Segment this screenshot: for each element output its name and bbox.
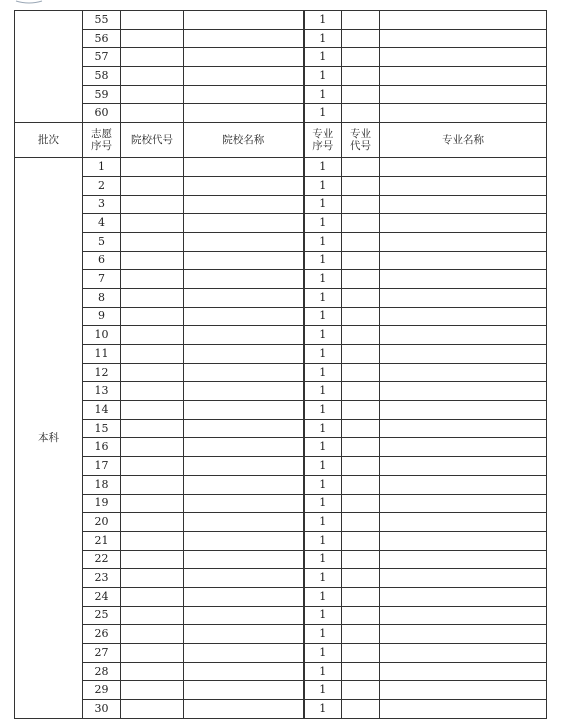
major-name-cell[interactable] (380, 569, 547, 588)
major-code-cell[interactable] (342, 457, 380, 476)
choice-seq-cell: 58 (83, 67, 121, 86)
choice-seq-cell: 25 (83, 606, 121, 625)
major-code-cell[interactable] (342, 345, 380, 364)
major-seq-cell: 1 (304, 29, 342, 48)
choice-seq-cell: 16 (83, 438, 121, 457)
school-code-cell[interactable] (121, 606, 184, 625)
form-row (15, 382, 547, 401)
school-code-cell[interactable] (121, 158, 184, 177)
form-row (15, 587, 547, 606)
header-school-name: 院校名称 (184, 123, 304, 158)
form-row (15, 29, 547, 48)
major-name-cell[interactable] (380, 214, 547, 233)
choice-seq-cell: 8 (83, 288, 121, 307)
header-major-seq: 专业 序号 (304, 123, 342, 158)
school-code-cell[interactable] (121, 48, 184, 67)
choice-seq-cell: 10 (83, 326, 121, 345)
school-code-cell[interactable] (121, 587, 184, 606)
major-code-cell[interactable] (342, 644, 380, 663)
batch-cell: 本科 (15, 158, 83, 719)
major-seq-cell: 1 (304, 662, 342, 681)
major-code-cell[interactable] (342, 363, 380, 382)
school-name-cell[interactable] (184, 67, 304, 86)
form-row (15, 606, 547, 625)
choice-seq-cell: 14 (83, 401, 121, 420)
choice-seq-cell: 55 (83, 11, 121, 30)
school-code-cell[interactable] (121, 700, 184, 719)
major-code-cell[interactable] (342, 232, 380, 251)
school-name-cell[interactable] (184, 48, 304, 67)
major-seq-cell: 1 (304, 681, 342, 700)
choice-seq-cell: 23 (83, 569, 121, 588)
major-seq-cell: 1 (304, 494, 342, 513)
school-code-cell[interactable] (121, 326, 184, 345)
school-code-cell[interactable] (121, 345, 184, 364)
major-name-cell[interactable] (380, 288, 547, 307)
school-code-cell[interactable] (121, 644, 184, 663)
major-seq-cell: 1 (304, 85, 342, 104)
major-code-cell[interactable] (342, 176, 380, 195)
major-code-cell[interactable] (342, 475, 380, 494)
major-seq-cell: 1 (304, 176, 342, 195)
form-row (15, 457, 547, 476)
major-seq-cell: 1 (304, 513, 342, 532)
major-code-cell[interactable] (342, 214, 380, 233)
major-seq-cell: 1 (304, 625, 342, 644)
major-name-cell[interactable] (380, 662, 547, 681)
major-code-cell[interactable] (342, 29, 380, 48)
major-code-cell[interactable] (342, 513, 380, 532)
form-row (15, 569, 547, 588)
major-name-cell[interactable] (380, 345, 547, 364)
school-code-cell[interactable] (121, 681, 184, 700)
major-seq-cell: 1 (304, 401, 342, 420)
school-code-cell[interactable] (121, 29, 184, 48)
major-name-cell[interactable] (380, 307, 547, 326)
scan-mark-icon (14, 0, 44, 5)
major-name-cell[interactable] (380, 644, 547, 663)
school-code-cell[interactable] (121, 625, 184, 644)
school-code-cell[interactable] (121, 104, 184, 123)
school-code-cell[interactable] (121, 176, 184, 195)
school-code-cell[interactable] (121, 438, 184, 457)
form-row (15, 104, 547, 123)
choice-seq-cell: 11 (83, 345, 121, 364)
major-name-cell[interactable] (380, 29, 547, 48)
school-name-cell[interactable] (184, 11, 304, 30)
choice-seq-cell: 56 (83, 29, 121, 48)
major-code-cell[interactable] (342, 662, 380, 681)
header-major-code: 专业 代号 (342, 123, 380, 158)
major-seq-cell: 1 (304, 158, 342, 177)
school-name-cell[interactable] (184, 475, 304, 494)
form-row (15, 307, 547, 326)
major-seq-cell: 1 (304, 11, 342, 30)
major-code-cell[interactable] (342, 382, 380, 401)
major-name-cell[interactable] (380, 438, 547, 457)
school-name-cell[interactable] (184, 251, 304, 270)
school-code-cell[interactable] (121, 251, 184, 270)
major-seq-cell: 1 (304, 195, 342, 214)
major-seq-cell: 1 (304, 606, 342, 625)
school-name-cell[interactable] (184, 606, 304, 625)
major-name-cell[interactable] (380, 401, 547, 420)
school-code-cell[interactable] (121, 419, 184, 438)
major-seq-cell: 1 (304, 382, 342, 401)
form-row (15, 11, 547, 30)
choice-seq-cell: 12 (83, 363, 121, 382)
major-seq-cell: 1 (304, 307, 342, 326)
major-code-cell[interactable] (342, 587, 380, 606)
form-row (15, 419, 547, 438)
major-code-cell[interactable] (342, 11, 380, 30)
school-name-cell[interactable] (184, 214, 304, 233)
major-seq-cell: 1 (304, 270, 342, 289)
choice-seq-cell: 9 (83, 307, 121, 326)
major-name-cell[interactable] (380, 700, 547, 719)
major-code-cell[interactable] (342, 700, 380, 719)
form-row (15, 48, 547, 67)
school-code-cell[interactable] (121, 494, 184, 513)
major-seq-cell: 1 (304, 104, 342, 123)
form-row (15, 401, 547, 420)
major-name-cell[interactable] (380, 11, 547, 30)
choice-seq-cell: 17 (83, 457, 121, 476)
school-name-cell[interactable] (184, 270, 304, 289)
choice-seq-cell: 21 (83, 531, 121, 550)
major-code-cell[interactable] (342, 326, 380, 345)
school-name-cell[interactable] (184, 158, 304, 177)
school-name-cell[interactable] (184, 569, 304, 588)
form-row (15, 531, 547, 550)
school-code-cell[interactable] (121, 475, 184, 494)
choice-seq-cell: 60 (83, 104, 121, 123)
choice-seq-cell: 30 (83, 700, 121, 719)
major-name-cell[interactable] (380, 85, 547, 104)
major-name-cell[interactable] (380, 494, 547, 513)
major-name-cell[interactable] (380, 550, 547, 569)
major-code-cell[interactable] (342, 67, 380, 86)
school-name-cell[interactable] (184, 513, 304, 532)
choice-seq-cell: 27 (83, 644, 121, 663)
form-row (15, 550, 547, 569)
choice-seq-cell: 19 (83, 494, 121, 513)
school-code-cell[interactable] (121, 550, 184, 569)
major-name-cell[interactable] (380, 176, 547, 195)
major-seq-cell: 1 (304, 214, 342, 233)
choice-seq-cell: 1 (83, 158, 121, 177)
major-seq-cell: 1 (304, 363, 342, 382)
choice-seq-cell: 22 (83, 550, 121, 569)
school-code-cell[interactable] (121, 195, 184, 214)
form-row (15, 345, 547, 364)
school-code-cell[interactable] (121, 85, 184, 104)
header-choice-seq: 志愿 序号 (83, 123, 121, 158)
school-name-cell[interactable] (184, 700, 304, 719)
school-name-cell[interactable] (184, 326, 304, 345)
school-code-cell[interactable] (121, 513, 184, 532)
school-code-cell[interactable] (121, 232, 184, 251)
choice-seq-cell: 18 (83, 475, 121, 494)
form-row (15, 700, 547, 719)
choice-seq-cell: 7 (83, 270, 121, 289)
major-seq-cell: 1 (304, 288, 342, 307)
major-code-cell[interactable] (342, 288, 380, 307)
choice-seq-cell: 26 (83, 625, 121, 644)
major-seq-cell: 1 (304, 587, 342, 606)
header-batch: 批次 (15, 123, 83, 158)
school-name-cell[interactable] (184, 195, 304, 214)
form-row (15, 326, 547, 345)
form-row (15, 158, 547, 177)
major-code-cell[interactable] (342, 550, 380, 569)
school-name-cell[interactable] (184, 363, 304, 382)
major-name-cell[interactable] (380, 48, 547, 67)
school-code-cell[interactable] (121, 531, 184, 550)
major-code-cell[interactable] (342, 438, 380, 457)
major-code-cell[interactable] (342, 48, 380, 67)
choice-seq-cell: 3 (83, 195, 121, 214)
major-name-cell[interactable] (380, 363, 547, 382)
school-code-cell[interactable] (121, 401, 184, 420)
batch-cell-continued (15, 11, 83, 123)
header-major-name: 专业名称 (380, 123, 547, 158)
school-code-cell[interactable] (121, 11, 184, 30)
school-code-cell[interactable] (121, 363, 184, 382)
major-seq-cell: 1 (304, 251, 342, 270)
school-name-cell[interactable] (184, 382, 304, 401)
major-name-cell[interactable] (380, 104, 547, 123)
school-name-cell[interactable] (184, 345, 304, 364)
school-name-cell[interactable] (184, 85, 304, 104)
school-name-cell[interactable] (184, 307, 304, 326)
major-name-cell[interactable] (380, 326, 547, 345)
form-row (15, 475, 547, 494)
form-row (15, 662, 547, 681)
school-name-cell[interactable] (184, 494, 304, 513)
school-name-cell[interactable] (184, 104, 304, 123)
school-name-cell[interactable] (184, 662, 304, 681)
form-row (15, 232, 547, 251)
major-name-cell[interactable] (380, 606, 547, 625)
form-row (15, 363, 547, 382)
major-code-cell[interactable] (342, 195, 380, 214)
major-seq-cell: 1 (304, 569, 342, 588)
school-code-cell[interactable] (121, 288, 184, 307)
choice-seq-cell: 57 (83, 48, 121, 67)
form-row (15, 251, 547, 270)
school-name-cell[interactable] (184, 232, 304, 251)
header-school-code: 院校代号 (121, 123, 184, 158)
major-code-cell[interactable] (342, 569, 380, 588)
school-name-cell[interactable] (184, 681, 304, 700)
major-seq-cell: 1 (304, 419, 342, 438)
major-seq-cell: 1 (304, 438, 342, 457)
major-code-cell[interactable] (342, 494, 380, 513)
major-code-cell[interactable] (342, 531, 380, 550)
school-code-cell[interactable] (121, 569, 184, 588)
choice-seq-cell: 29 (83, 681, 121, 700)
school-name-cell[interactable] (184, 288, 304, 307)
form-row (15, 625, 547, 644)
school-name-cell[interactable] (184, 644, 304, 663)
school-code-cell[interactable] (121, 457, 184, 476)
major-name-cell[interactable] (380, 475, 547, 494)
major-seq-cell: 1 (304, 700, 342, 719)
school-name-cell[interactable] (184, 438, 304, 457)
major-name-cell[interactable] (380, 457, 547, 476)
major-name-cell[interactable] (380, 195, 547, 214)
major-name-cell[interactable] (380, 587, 547, 606)
school-name-cell[interactable] (184, 457, 304, 476)
school-code-cell[interactable] (121, 382, 184, 401)
major-code-cell[interactable] (342, 606, 380, 625)
major-name-cell[interactable] (380, 251, 547, 270)
volunteer-form-table (14, 10, 547, 719)
major-seq-cell: 1 (304, 326, 342, 345)
choice-seq-cell: 59 (83, 85, 121, 104)
school-name-cell[interactable] (184, 401, 304, 420)
choice-seq-cell: 5 (83, 232, 121, 251)
major-seq-cell: 1 (304, 48, 342, 67)
school-code-cell[interactable] (121, 307, 184, 326)
major-seq-cell: 1 (304, 531, 342, 550)
major-code-cell[interactable] (342, 85, 380, 104)
header-row (15, 123, 547, 158)
school-code-cell[interactable] (121, 662, 184, 681)
major-name-cell[interactable] (380, 158, 547, 177)
form-row (15, 176, 547, 195)
major-name-cell[interactable] (380, 513, 547, 532)
school-name-cell[interactable] (184, 587, 304, 606)
school-name-cell[interactable] (184, 550, 304, 569)
form-row (15, 85, 547, 104)
major-seq-cell: 1 (304, 475, 342, 494)
form-row (15, 681, 547, 700)
major-seq-cell: 1 (304, 644, 342, 663)
major-code-cell[interactable] (342, 158, 380, 177)
choice-seq-cell: 15 (83, 419, 121, 438)
major-name-cell[interactable] (380, 382, 547, 401)
form-row (15, 438, 547, 457)
form-row (15, 644, 547, 663)
major-seq-cell: 1 (304, 232, 342, 251)
form-row (15, 67, 547, 86)
choice-seq-cell: 13 (83, 382, 121, 401)
choice-seq-cell: 4 (83, 214, 121, 233)
choice-seq-cell: 24 (83, 587, 121, 606)
choice-seq-cell: 28 (83, 662, 121, 681)
choice-seq-cell: 2 (83, 176, 121, 195)
major-code-cell[interactable] (342, 307, 380, 326)
school-name-cell[interactable] (184, 625, 304, 644)
major-seq-cell: 1 (304, 67, 342, 86)
major-name-cell[interactable] (380, 270, 547, 289)
major-name-cell[interactable] (380, 419, 547, 438)
major-name-cell[interactable] (380, 232, 547, 251)
form-row (15, 494, 547, 513)
major-code-cell[interactable] (342, 625, 380, 644)
major-seq-cell: 1 (304, 345, 342, 364)
major-code-cell[interactable] (342, 270, 380, 289)
form-row (15, 214, 547, 233)
form-row (15, 270, 547, 289)
major-code-cell[interactable] (342, 104, 380, 123)
school-code-cell[interactable] (121, 67, 184, 86)
major-name-cell[interactable] (380, 681, 547, 700)
major-seq-cell: 1 (304, 457, 342, 476)
school-name-cell[interactable] (184, 419, 304, 438)
school-name-cell[interactable] (184, 531, 304, 550)
school-name-cell[interactable] (184, 176, 304, 195)
choice-seq-cell: 20 (83, 513, 121, 532)
major-name-cell[interactable] (380, 625, 547, 644)
major-seq-cell: 1 (304, 550, 342, 569)
form-row (15, 513, 547, 532)
school-code-cell[interactable] (121, 214, 184, 233)
school-name-cell[interactable] (184, 29, 304, 48)
choice-seq-cell: 6 (83, 251, 121, 270)
major-code-cell[interactable] (342, 401, 380, 420)
form-row (15, 288, 547, 307)
major-code-cell[interactable] (342, 251, 380, 270)
major-name-cell[interactable] (380, 67, 547, 86)
major-code-cell[interactable] (342, 681, 380, 700)
form-row (15, 195, 547, 214)
major-name-cell[interactable] (380, 531, 547, 550)
school-code-cell[interactable] (121, 270, 184, 289)
major-code-cell[interactable] (342, 419, 380, 438)
